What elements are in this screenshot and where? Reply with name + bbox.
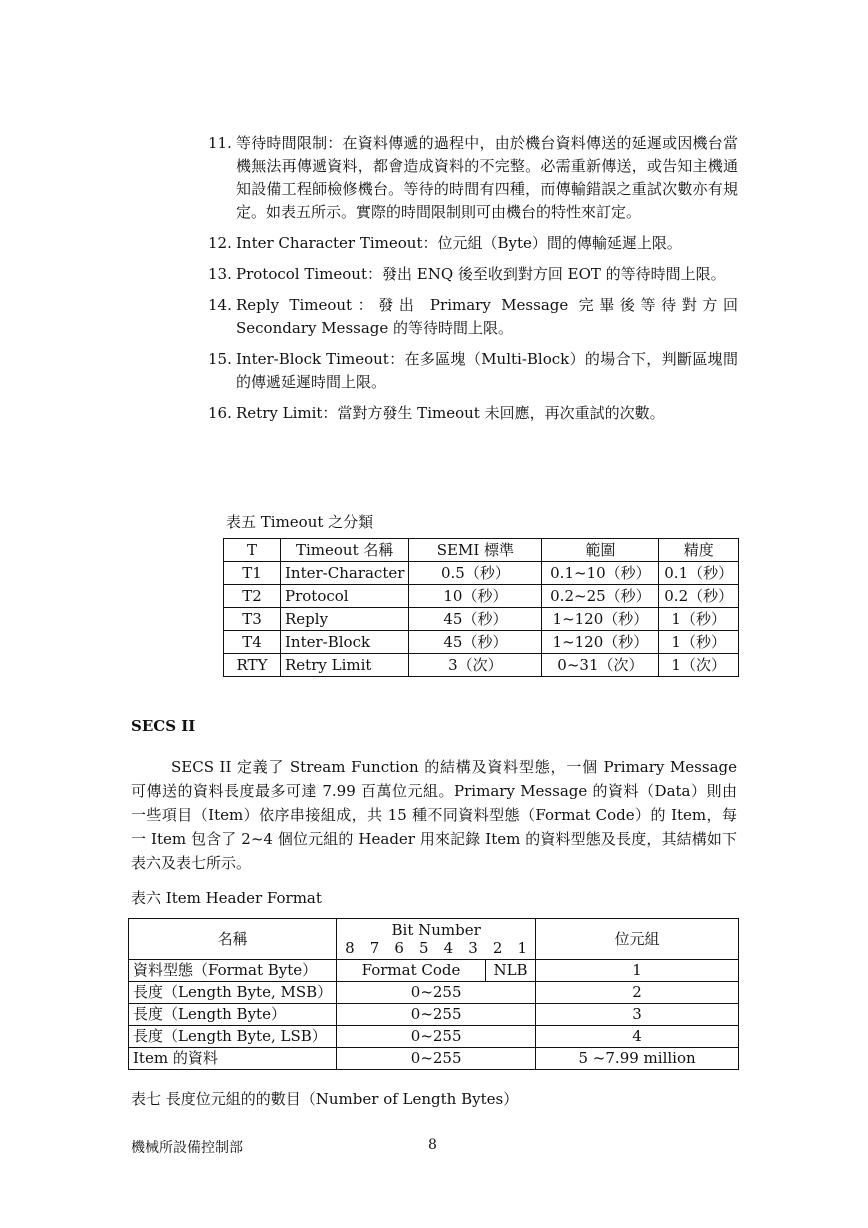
table-header: 名稱 [129, 919, 337, 960]
table-cell: T2 [224, 585, 281, 608]
item-header-table [128, 918, 739, 1070]
list-item [208, 232, 738, 255]
footer-department: 機械所設備控制部 [131, 1140, 243, 1156]
table-cell: 0.2（秒） [659, 585, 739, 608]
table-header: Timeout 名稱 [281, 539, 409, 562]
table-cell: 5 ~7.99 million [536, 1048, 739, 1070]
table-row [224, 608, 739, 631]
table-cell: Protocol [281, 585, 409, 608]
table6-caption: 表六 Item Header Format [131, 889, 322, 907]
table-row [224, 585, 739, 608]
table5-caption: 表五 Timeout 之分類 [226, 513, 374, 531]
table-cell: Item 的資料 [129, 1048, 337, 1070]
bit-number: 2 [492, 939, 503, 957]
bit-number: 3 [468, 939, 478, 957]
table-cell: 0.2~25（秒） [542, 585, 659, 608]
bit-number: 8 [345, 939, 355, 957]
table-cell: 長度（Length Byte, LSB） [129, 1026, 337, 1048]
table-row [129, 1026, 739, 1048]
list-text: 等待時間限制：在資料傳遞的過程中，由於機台資料傳送的延遲或因機台當機無法再傳遞資料，都會造成資料的不完整。必需重新傳送，或告知主機通知設備工程師檢修機台。等待的時間有四種，而傳輸錯誤之重試次數亦有規定。如表五所示。實際的時間限制則可由機台的特性來訂定。 [236, 134, 738, 221]
list-item [208, 132, 738, 224]
table-cell: 0.5（秒） [409, 562, 542, 585]
table-cell: 資料型態（Format Byte） [129, 960, 337, 982]
bit-number-header [337, 919, 536, 960]
table-cell: 0~255 [337, 982, 536, 1004]
timeout-list [208, 132, 738, 433]
table-cell: T1 [224, 562, 281, 585]
list-number: 15. [208, 350, 232, 368]
bit-number: 4 [443, 939, 454, 957]
table-header: 範圍 [542, 539, 659, 562]
table-cell: Inter-Block [281, 631, 409, 654]
table-header: SEMI 標準 [409, 539, 542, 562]
table-row [224, 631, 739, 654]
table-row [224, 562, 739, 585]
table-cell: 3 [536, 1004, 739, 1026]
list-number: 13. [208, 265, 232, 283]
list-text: Inter-Block Timeout：在多區塊（Multi-Block）的場合下，判斷區塊間的傳遞延遲時間上限。 [236, 350, 738, 391]
table-cell: 10（秒） [409, 585, 542, 608]
table-cell: 0~255 [337, 1004, 536, 1026]
bit-number: 5 [419, 939, 429, 957]
section-heading: SECS II [131, 717, 196, 735]
table-cell: 1~120（秒） [542, 631, 659, 654]
table-cell: 45（秒） [409, 608, 542, 631]
table-cell: 1（秒） [659, 608, 739, 631]
table-cell: T4 [224, 631, 281, 654]
table-row [129, 982, 739, 1004]
table-cell: RTY [224, 654, 281, 677]
table-cell: 0.1（秒） [659, 562, 739, 585]
table-cell: Inter-Character [281, 562, 409, 585]
list-number: 11. [208, 134, 232, 152]
bit-number-label: Bit Number [391, 921, 481, 939]
table-cell: 長度（Length Byte） [129, 1004, 337, 1026]
table-cell: 4 [536, 1026, 739, 1048]
table7-caption: 表七 長度位元組的的數目（Number of Length Bytes） [131, 1090, 519, 1108]
list-text: Retry Limit：當對方發生 Timeout 未回應，再次重試的次數。 [236, 404, 665, 422]
table-header-row [224, 539, 739, 562]
table-cell: 0~255 [337, 1048, 536, 1070]
table-cell: 0.1~10（秒） [542, 562, 659, 585]
table-row [129, 1004, 739, 1026]
table-header: 精度 [659, 539, 739, 562]
table-cell: 1~120（秒） [542, 608, 659, 631]
table-cell: 長度（Length Byte, MSB） [129, 982, 337, 1004]
table-cell: 3（次） [409, 654, 542, 677]
list-item [208, 348, 738, 394]
list-number: 14. [208, 296, 232, 314]
table-row [129, 1048, 739, 1070]
table-cell: Format Code [337, 960, 486, 982]
table-header: T [224, 539, 281, 562]
bit-number: 7 [369, 939, 380, 957]
page-number: 8 [428, 1137, 437, 1153]
list-item [208, 294, 738, 340]
table-cell: Reply [281, 608, 409, 631]
list-text: Inter Character Timeout：位元組（Byte）間的傳輸延遲上限。 [236, 234, 682, 252]
list-item [208, 263, 738, 286]
table-cell: 2 [536, 982, 739, 1004]
table-row [224, 654, 739, 677]
table-cell: 1 [536, 960, 739, 982]
table-cell: 1（秒） [659, 631, 739, 654]
table-row [129, 960, 739, 982]
list-number: 12. [208, 234, 232, 252]
bit-number: 6 [394, 939, 404, 957]
table-cell: 45（秒） [409, 631, 542, 654]
bit-number: 1 [517, 939, 528, 957]
table-cell: 1（次） [659, 654, 739, 677]
table-header: 位元組 [536, 919, 739, 960]
timeout-table [223, 538, 739, 677]
table-cell: NLB [485, 960, 535, 982]
table-cell: T3 [224, 608, 281, 631]
list-text: Protocol Timeout：發出 ENQ 後至收到對方回 EOT 的等待時間上限。 [236, 265, 726, 283]
list-item [208, 402, 738, 425]
bit-numbers [339, 939, 533, 957]
table-cell: Retry Limit [281, 654, 409, 677]
body-paragraph: SECS II 定義了 Stream Function 的結構及資料型態，一個 Primary Message 可傳送的資料長度最多可達 7.99 百萬位元組。Primary Message 的資料（Data）則由一些項目（Item）依序串接組成，共 15 種不同資料型態（Format Code）的 Item，每一 Item 包含了 2~4 個位元組的 Header 用來記錄 Item 的資料型態及長度，其結構如下表六及表七所示。 [131, 758, 737, 872]
table-header-row [129, 919, 739, 960]
table-cell: 0~31（次） [542, 654, 659, 677]
list-text: Reply Timeout：發出 Primary Message 完畢後等待對方回 Secondary Message 的等待時間上限。 [236, 296, 738, 337]
table-cell: 0~255 [337, 1026, 536, 1048]
list-number: 16. [208, 404, 232, 422]
